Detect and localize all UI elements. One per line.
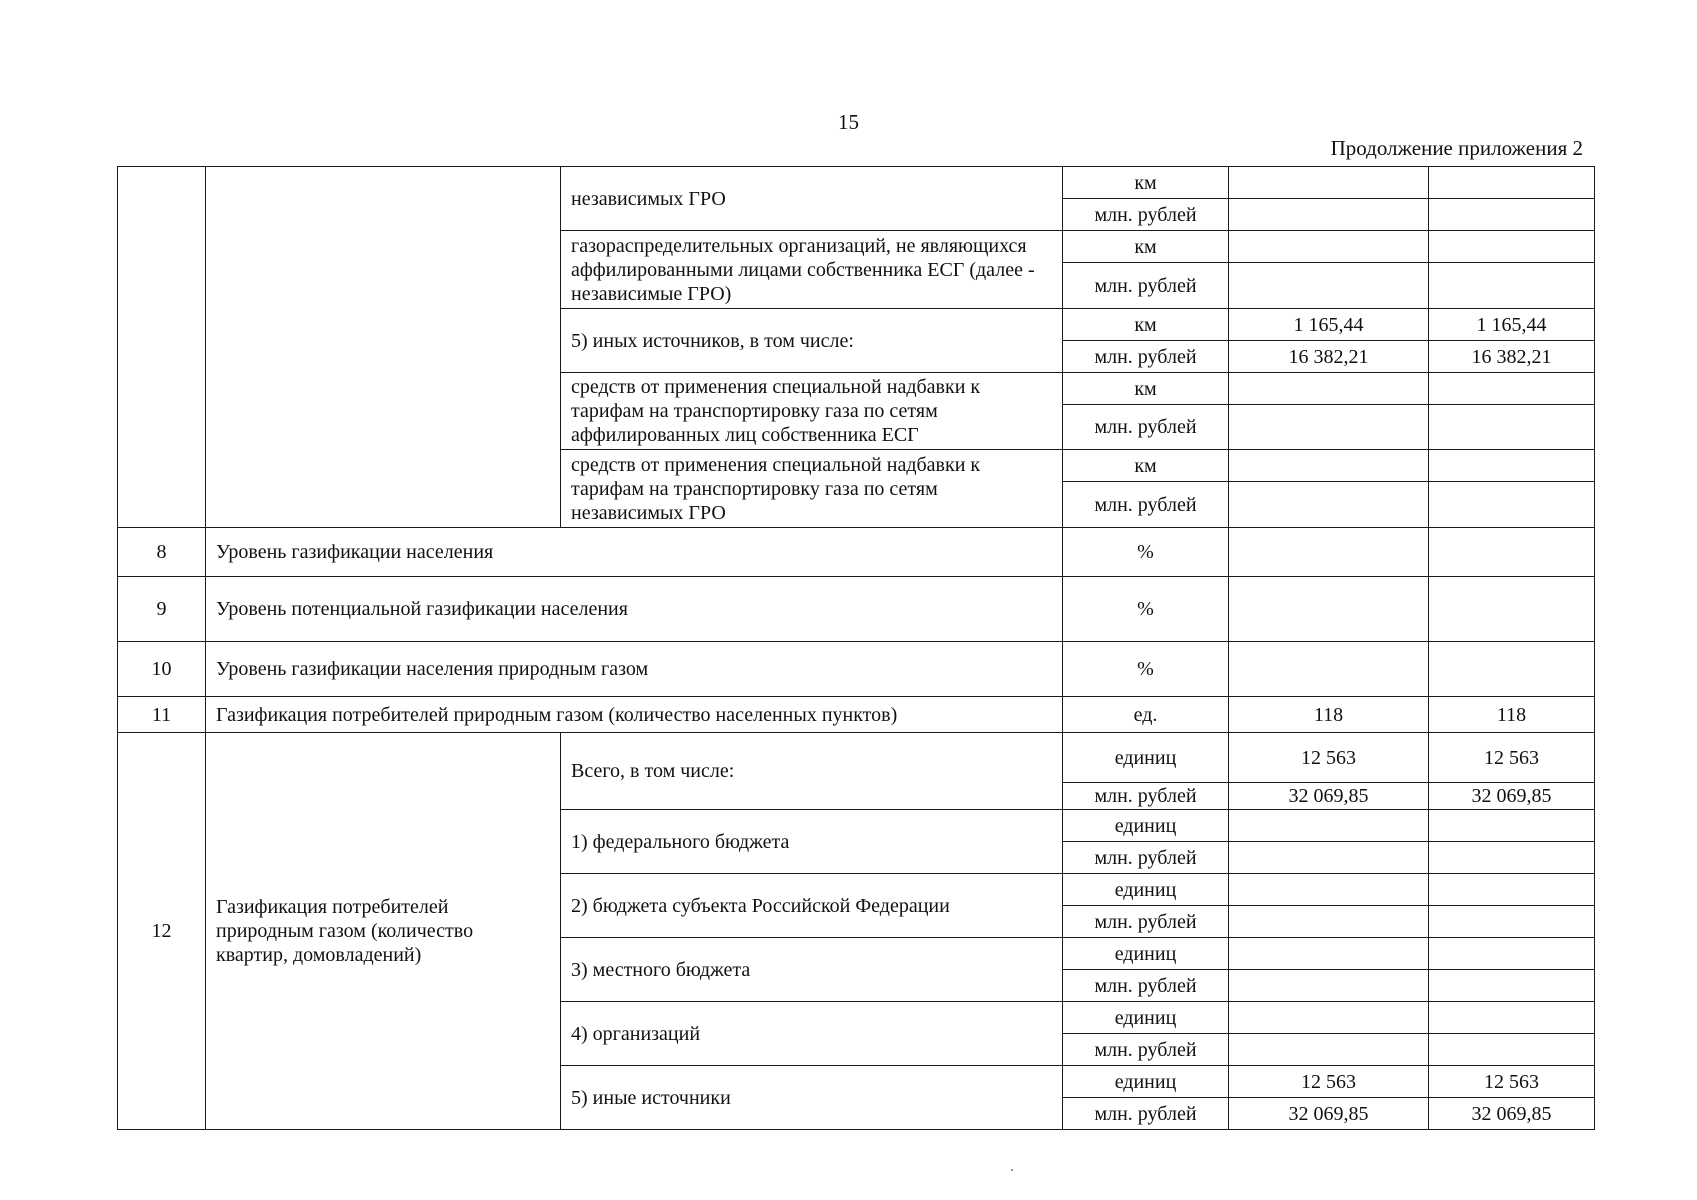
row-number: 12 bbox=[118, 733, 206, 1130]
value-cell: 16 382,21 bbox=[1229, 341, 1429, 373]
value-cell bbox=[1429, 450, 1595, 482]
value-cell: 12 563 bbox=[1229, 1066, 1429, 1098]
unit-cell: единиц bbox=[1063, 938, 1229, 970]
unit-cell: млн. рублей bbox=[1063, 906, 1229, 938]
value-cell bbox=[1429, 906, 1595, 938]
row-number-cell bbox=[118, 167, 206, 528]
value-cell: 118 bbox=[1429, 697, 1595, 733]
unit-cell: единиц bbox=[1063, 810, 1229, 842]
value-cell bbox=[1229, 528, 1429, 577]
unit-cell: млн. рублей bbox=[1063, 842, 1229, 874]
value-cell bbox=[1429, 373, 1595, 405]
row-number: 8 bbox=[118, 528, 206, 577]
value-cell: 32 069,85 bbox=[1429, 1098, 1595, 1130]
source-label: 2) бюджета субъекта Российской Федерации bbox=[561, 874, 1063, 938]
value-cell: 1 165,44 bbox=[1229, 309, 1429, 341]
value-cell bbox=[1229, 1034, 1429, 1066]
value-cell bbox=[1429, 167, 1595, 199]
unit-cell: млн. рублей bbox=[1063, 783, 1229, 810]
indicator-table bbox=[117, 166, 1595, 1130]
value-cell bbox=[1229, 482, 1429, 528]
value-cell bbox=[1429, 528, 1595, 577]
unit-cell: % bbox=[1063, 528, 1229, 577]
row-number: 11 bbox=[118, 697, 206, 733]
value-cell bbox=[1229, 199, 1429, 231]
value-cell bbox=[1229, 906, 1429, 938]
value-cell: 12 563 bbox=[1429, 1066, 1595, 1098]
value-cell bbox=[1429, 405, 1595, 450]
unit-cell: млн. рублей bbox=[1063, 341, 1229, 373]
value-cell bbox=[1429, 810, 1595, 842]
value-cell bbox=[1229, 642, 1429, 697]
value-cell: 1 165,44 bbox=[1429, 309, 1595, 341]
row-number: 9 bbox=[118, 577, 206, 642]
unit-cell: км bbox=[1063, 450, 1229, 482]
unit-cell: млн. рублей bbox=[1063, 970, 1229, 1002]
value-cell: 32 069,85 bbox=[1229, 1098, 1429, 1130]
table-row bbox=[118, 733, 1595, 783]
unit-cell: ед. bbox=[1063, 697, 1229, 733]
unit-cell: км bbox=[1063, 373, 1229, 405]
source-label: 3) местного бюджета bbox=[561, 938, 1063, 1002]
indicator-name: Уровень газификации населения bbox=[206, 528, 1063, 577]
value-cell: 12 563 bbox=[1229, 733, 1429, 783]
unit-cell: % bbox=[1063, 577, 1229, 642]
value-cell bbox=[1229, 1002, 1429, 1034]
value-cell bbox=[1229, 167, 1429, 199]
value-cell bbox=[1229, 970, 1429, 1002]
value-cell: 118 bbox=[1229, 697, 1429, 733]
source-label: газораспределительных организаций, не являющихся аффилированными лицами собственника ЕСГ (далее - независимые ГРО) bbox=[561, 231, 1063, 309]
source-label: Всего, в том числе: bbox=[561, 733, 1063, 810]
table-row bbox=[118, 642, 1595, 697]
value-cell bbox=[1229, 405, 1429, 450]
value-cell: 12 563 bbox=[1429, 733, 1595, 783]
value-cell bbox=[1229, 938, 1429, 970]
value-cell bbox=[1229, 231, 1429, 263]
indicator-name: Уровень газификации населения природным газом bbox=[206, 642, 1063, 697]
source-label: 4) организаций bbox=[561, 1002, 1063, 1066]
table-row bbox=[118, 697, 1595, 733]
value-cell bbox=[1229, 842, 1429, 874]
value-cell bbox=[1429, 482, 1595, 528]
indicator-name-cell bbox=[206, 167, 561, 528]
indicator-name: Газификация потребителей природным газом (количество квартир, домовладений) bbox=[206, 733, 561, 1130]
indicator-name: Уровень потенциальной газификации населения bbox=[206, 577, 1063, 642]
indicator-name: Газификация потребителей природным газом (количество населенных пунктов) bbox=[206, 697, 1063, 733]
scan-speck bbox=[1011, 1169, 1013, 1171]
value-cell: 32 069,85 bbox=[1429, 783, 1595, 810]
source-label: 5) иных источников, в том числе: bbox=[561, 309, 1063, 373]
unit-cell: единиц bbox=[1063, 733, 1229, 783]
value-cell bbox=[1429, 231, 1595, 263]
unit-cell: млн. рублей bbox=[1063, 263, 1229, 309]
value-cell bbox=[1429, 842, 1595, 874]
unit-cell: млн. рублей bbox=[1063, 405, 1229, 450]
value-cell bbox=[1229, 263, 1429, 309]
unit-cell: единиц bbox=[1063, 1066, 1229, 1098]
value-cell bbox=[1429, 938, 1595, 970]
value-cell bbox=[1429, 1034, 1595, 1066]
value-cell bbox=[1229, 577, 1429, 642]
unit-cell: км bbox=[1063, 231, 1229, 263]
value-cell bbox=[1429, 263, 1595, 309]
value-cell bbox=[1429, 577, 1595, 642]
value-cell bbox=[1229, 450, 1429, 482]
value-cell: 32 069,85 bbox=[1229, 783, 1429, 810]
value-cell bbox=[1229, 373, 1429, 405]
unit-cell: млн. рублей bbox=[1063, 1034, 1229, 1066]
source-label: независимых ГРО bbox=[561, 167, 1063, 231]
value-cell bbox=[1429, 1002, 1595, 1034]
source-label: 1) федерального бюджета bbox=[561, 810, 1063, 874]
value-cell bbox=[1429, 874, 1595, 906]
table-row bbox=[118, 528, 1595, 577]
value-cell bbox=[1229, 810, 1429, 842]
unit-cell: млн. рублей bbox=[1063, 199, 1229, 231]
unit-cell: млн. рублей bbox=[1063, 1098, 1229, 1130]
unit-cell: единиц bbox=[1063, 1002, 1229, 1034]
source-label: 5) иные источники bbox=[561, 1066, 1063, 1130]
unit-cell: млн. рублей bbox=[1063, 482, 1229, 528]
page-number: 15 bbox=[838, 110, 859, 134]
unit-cell: % bbox=[1063, 642, 1229, 697]
source-label: средств от применения специальной надбавки к тарифам на транспортировку газа по сетям независимых ГРО bbox=[561, 450, 1063, 528]
table-row bbox=[118, 577, 1595, 642]
continuation-label: Продолжение приложения 2 bbox=[1330, 136, 1583, 160]
value-cell bbox=[1429, 642, 1595, 697]
value-cell bbox=[1429, 199, 1595, 231]
unit-cell: единиц bbox=[1063, 874, 1229, 906]
value-cell bbox=[1429, 970, 1595, 1002]
source-label: средств от применения специальной надбавки к тарифам на транспортировку газа по сетям аффилированных лиц собственника ЕСГ bbox=[561, 373, 1063, 450]
value-cell: 16 382,21 bbox=[1429, 341, 1595, 373]
unit-cell: км bbox=[1063, 167, 1229, 199]
row-number: 10 bbox=[118, 642, 206, 697]
unit-cell: км bbox=[1063, 309, 1229, 341]
value-cell bbox=[1229, 874, 1429, 906]
table-row bbox=[118, 167, 1595, 199]
